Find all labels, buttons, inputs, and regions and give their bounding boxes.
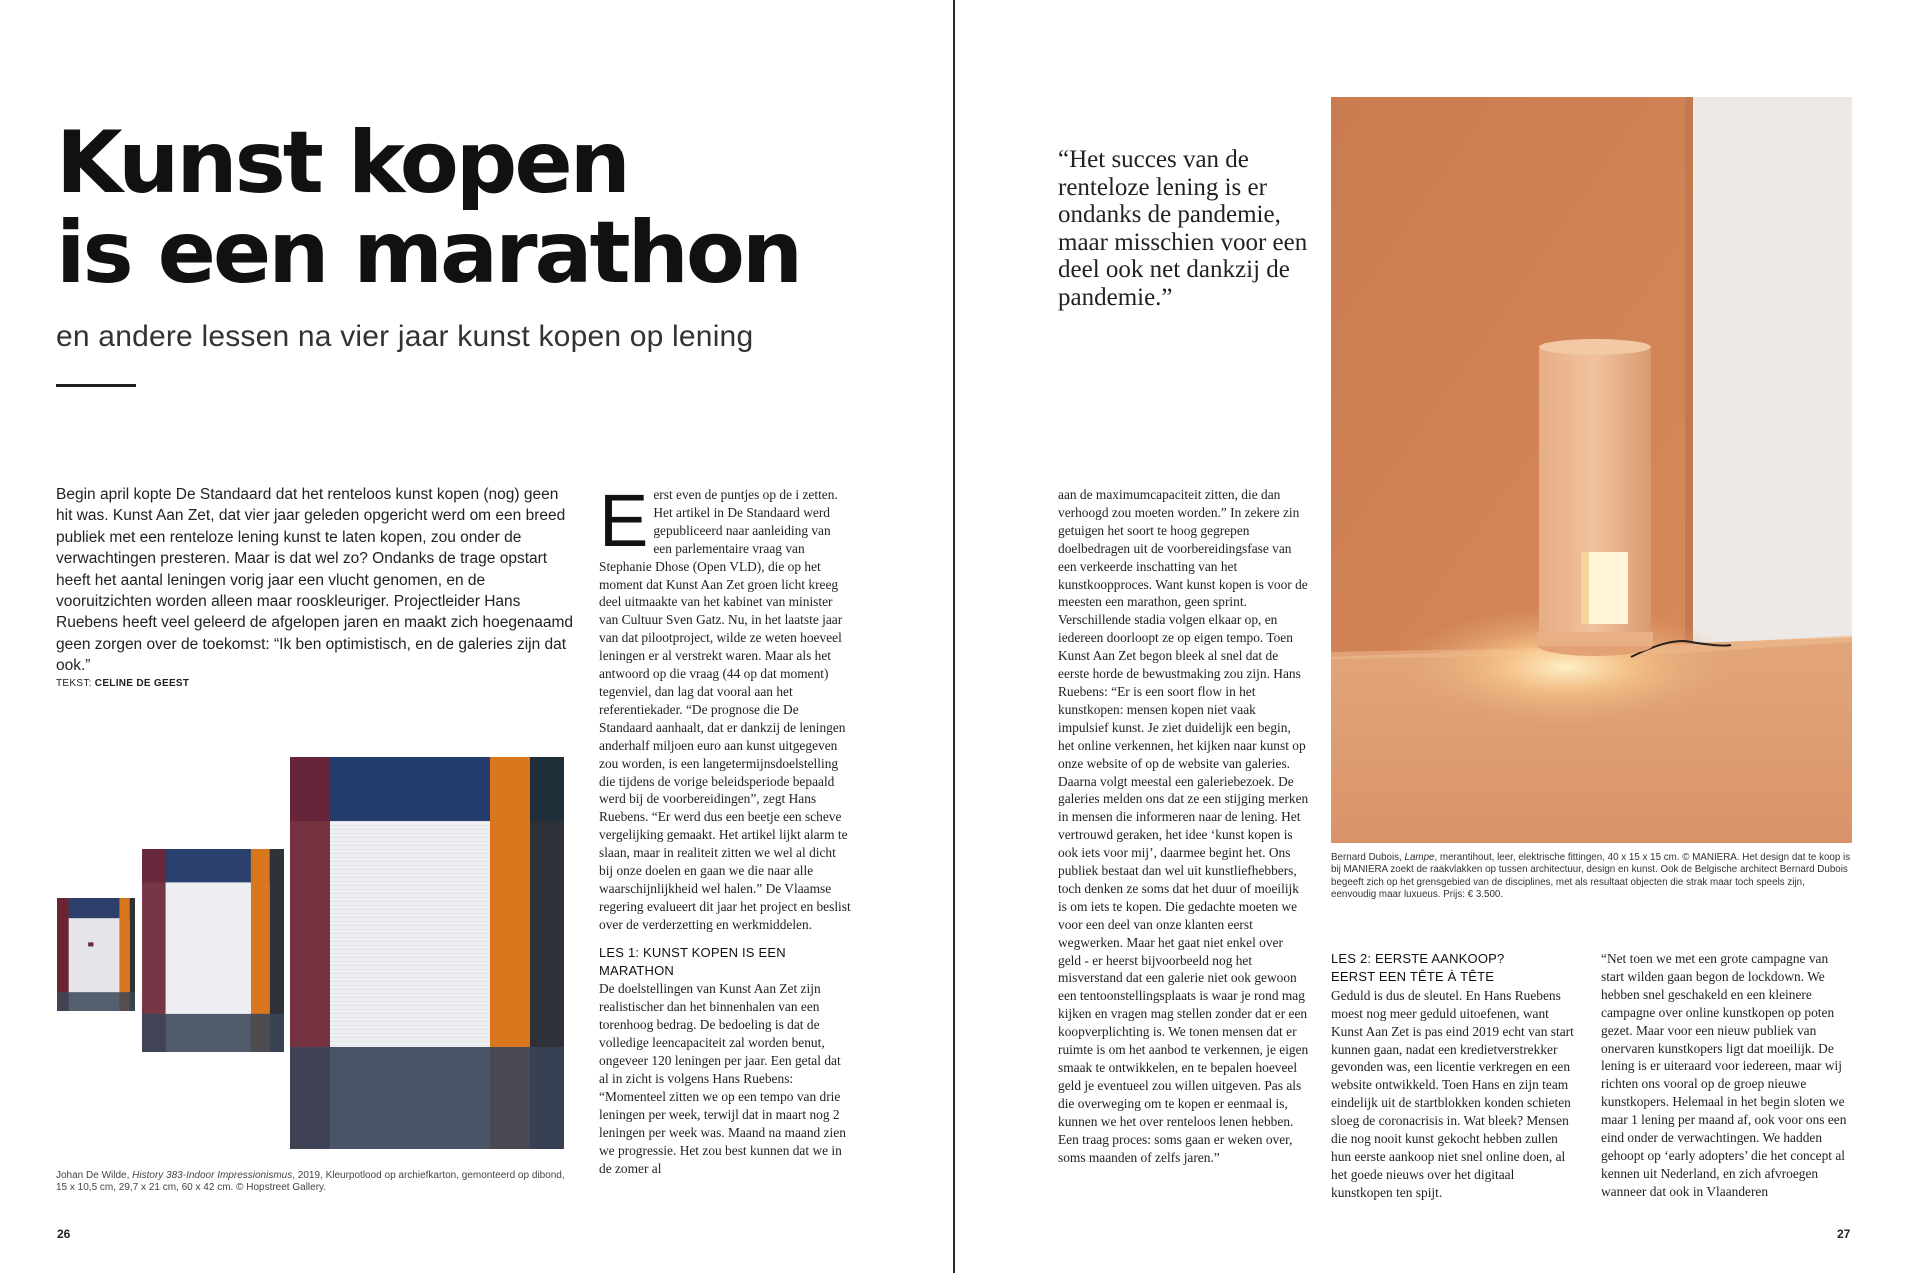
article-paragraph-3: aan de maximumcapaciteit zitten, die dan verhoogd zou moeten worden.” In zekere zin getuigen het soort te hoog gegrepen doelbedragen uit de voorbereidingsfase van een verkeerde inschatting van het kunstkoopproces. Want kunst kopen is voor de meesten een marathon, geen sprint. Verschillende stadia volgen elkaar op, en iedereen doorloopt ze op eigen tempo. Toen Kunst Aan Zet begon bleek al snel dat de eerste horde de bewustmaking zou zijn. Hans Ruebens: “Er is een soort flow in het kunstkopen: mensen kopen niet vaak impulsief kunst. Je ziet duidelijk een begin, het online verkennen, het kijken naar kunst op onze website of op de website van galeries. Daarna volgt meestal een galeriebezoek. De galeries melden ons dat ze een stijging merken in mensen die informeren naar de lening. Het vertrouwd geraken, het idee ‘kunst kopen is ook iets voor mij’, daarmee begint het. Ons publiek bestaat dan wel uit kunstliefhebbers, toch denken ze soms dat het duur of moeilijk is om iets te kopen. Die gedachte moeten we voor een deel van onze klanten eerst wegwerken. Maar het gaat niet enkel over geld - er heerst bijvoorbeeld nog het misverstand dat een galerie niet ook gewoon een tentoonstellingsplaats is waar je rond mag kijken en vragen mag stellen zonder dat er een koopverplichting is. We tonen mensen dat er ruimte is om het aanbod te verkennen, je eigen smaak te ontwikkelen, en te bepalen hoeveel geld je eventueel zou willen uitgeven. Pas als die overweging om te kopen er eenmaal is, kunnen we het over renteloos lenen hebben. Een traag proces: soms gaan er weken over, soms maanden of zelfs jaren.”	[1058, 487, 1309, 1165]
artwork-large-image	[290, 757, 564, 1149]
pull-quote: “Het succes van de renteloze lening is er ondanks de pandemie, maar misschien voor een deel ook net dankzij de pandemie.”	[1058, 146, 1308, 311]
article-column-3	[1058, 486, 1309, 1166]
lamp-photo-image	[1331, 97, 1852, 843]
caption-details-right: , merantihout, leer, elektrische fittingen, 40 x 15 x 15 cm. © MANIERA. Het design dat te koop is bij MANIERA zoekt de raakvlakken op tussen architectuur, design en kunst. Ook de Belgische architect Bernard Dubois begeeft zich op het grensgebied van de disciplines, met als resultaat objecten die strak maar toch speels zijn, eenvoudig maar luxueus. Prijs: € 3.500.	[1331, 852, 1851, 901]
spine-divider	[953, 0, 955, 1273]
caption-artist: Johan De Wilde,	[56, 1170, 133, 1181]
article-paragraph-1: erst even de puntjes op de i zetten. Het artikel in De Standaard werd gepubliceerd naar aanleiding van een parlementaire vraag van Stephanie Dhose (Open VLD), die op het moment dat Kunst Aan Zet groen licht kreeg deel uitmaakte van het kabinet van minister van Cultuur Sven Gatz. Nu, in het laatste jaar van dat pilootproject, wilde ze weten hoeveel leningen er al verstrekt waren. Maar als het antwoord op die vraag (44 op dat moment) tegenviel, dan lag dat vooral aan het referentiekader. “De prognose die De Standaard aanhaalt, dat er dankzij de leningen anderhalf miljoen euro aan kunst uitgegeven zou worden, is een langetermijnsdoelstelling die tijdens de vorige beleidsperiode bepaald werd bij de voorbereidingen”, zegt Hans Ruebens. “Er werd dus een beetje een scheve vergelijking gemaakt. Het artikel lijkt alarm te slaan, maar in realiteit zitten we wel al dicht bij onze doelen en gaan we die naar alle waarschijnlijkheid wel halen.” De Vlaamse regering evalueert dit jaar het project en beslist over de verderzetting en werkmiddelen.	[599, 487, 851, 932]
caption-artist-right: Bernard Dubois,	[1331, 852, 1405, 863]
section-heading-les-2	[1331, 950, 1579, 986]
byline	[56, 678, 189, 689]
section-heading-les-1: LES 1: KUNST KOPEN IS EEN MARATHON	[599, 944, 786, 978]
artwork-small-image	[57, 898, 135, 1011]
article-paragraph-5: “Net toen we met een grote campagne van start wilden gaan begon de lockdown. We hebben snel geschakeld en een kleinere campagne over online kunstkopen op poten gezet. Maar voor een nieuw publiek van onervaren kunstkopers ligt dat moeilijk. De lening is er uiteraard voor iedereen, maar wij richten ons vooral op de groep nieuwe kunstkopers. Helemaal in het begin sloten we maar 1 lening per maand af, ook voor ons een eind onder de verwachtingen. We hadden gehoopt op ‘early adopters’ die het concept al kennen uit Nederland, en zich afvroegen wanneer dat ook in Vlaanderen	[1601, 951, 1847, 1199]
caption-title: History 383-Indoor Impressionismus	[132, 1170, 293, 1181]
byline-label: TEKST:	[56, 678, 92, 689]
drop-cap: E	[599, 479, 649, 562]
subheadline: en andere lessen na vier jaar kunst kopen op lening	[56, 320, 754, 353]
article-paragraph-4: Geduld is dus de sleutel. En Hans Ruebens moest nog meer geduld uitoefenen, want Kunst Aan Zet is pas eind 2019 echt van start kunnen gaan, nadat een kredietverstrekker gevonden was, een licentie verkregen en een website ontwikkeld. Toen Hans en zijn team eindelijk uit de startblokken konden schieten sloeg de coronacrisis in. Wat bleek? Mensen die nog nooit kunst gekocht hebben zullen hun eerste aankoop niet snel online doen, al het goede nieuws over het digitaal kunstkopen ten spijt.	[1331, 987, 1574, 1200]
article-column-4	[1331, 950, 1579, 1202]
page-number-right: 27	[1837, 1227, 1851, 1241]
headline-line-1: Kunst kopen	[56, 113, 628, 213]
section-heading-les-2-line-2: EERST EEN TÊTE À TÊTE	[1331, 968, 1495, 984]
caption-details: , 2019, Kleurpotlood op archiefkarton, gemonteerd op dibond, 15 x 10,5 cm, 29,7 x 21 cm, 60 x 42 cm. © Hopstreet Gallery.	[56, 1170, 565, 1193]
article-column-2	[599, 479, 851, 1177]
section-heading-les-2-line-1: LES 2: EERSTE AANKOOP?	[1331, 951, 1505, 966]
artwork-medium-image	[142, 849, 284, 1052]
article-column-5	[1601, 950, 1852, 1201]
intro-paragraph: Begin april kopte De Standaard dat het renteloos kunst kopen (nog) geen hit was. Kunst Aan Zet, dat vier jaar geleden opgericht werd om een breed publiek met een renteloze lening kunst te laten kopen, zou onder de verwachtingen presteren. Maar is dat wel zo? Ondanks de trage opstart heeft het aantal leningen vorig jaar een vlucht genomen, en de vooruitzichten worden alleen maar rooskleuriger. Projectleider Hans Ruebens heeft veel geleerd de afgelopen jaren en maakt zich hoegenaamd geen zorgen over de toekomst: “Ik ben optimistisch, en de galeries zijn dat ook.”	[56, 486, 574, 675]
headline	[56, 113, 916, 303]
artwork-caption	[56, 1170, 568, 1194]
article-paragraph-2: De doelstellingen van Kunst Aan Zet zijn realistischer dan het binnenhalen van een torenhoog bedrag. De bedoeling is dat de volledige leencapaciteit zal worden benut, ongeveer 120 leningen per jaar. Een getal dat al in zicht is volgens Hans Ruebens: “Momenteel zitten we op een tempo van drie leningen per week, terwijl dat in maart nog 2 leningen per week was. Maand na maand zien we progressie. Het zou best kunnen dat we in de zomer al	[599, 981, 846, 1176]
byline-author: CELINE DE GEEST	[94, 678, 190, 689]
page-number-left: 26	[57, 1227, 71, 1241]
divider-rule	[56, 384, 136, 387]
lamp-caption	[1331, 852, 1852, 902]
headline-line-2: is een marathon	[56, 203, 801, 303]
left-page	[0, 0, 953, 1273]
caption-title-right: Lampe	[1404, 852, 1435, 863]
